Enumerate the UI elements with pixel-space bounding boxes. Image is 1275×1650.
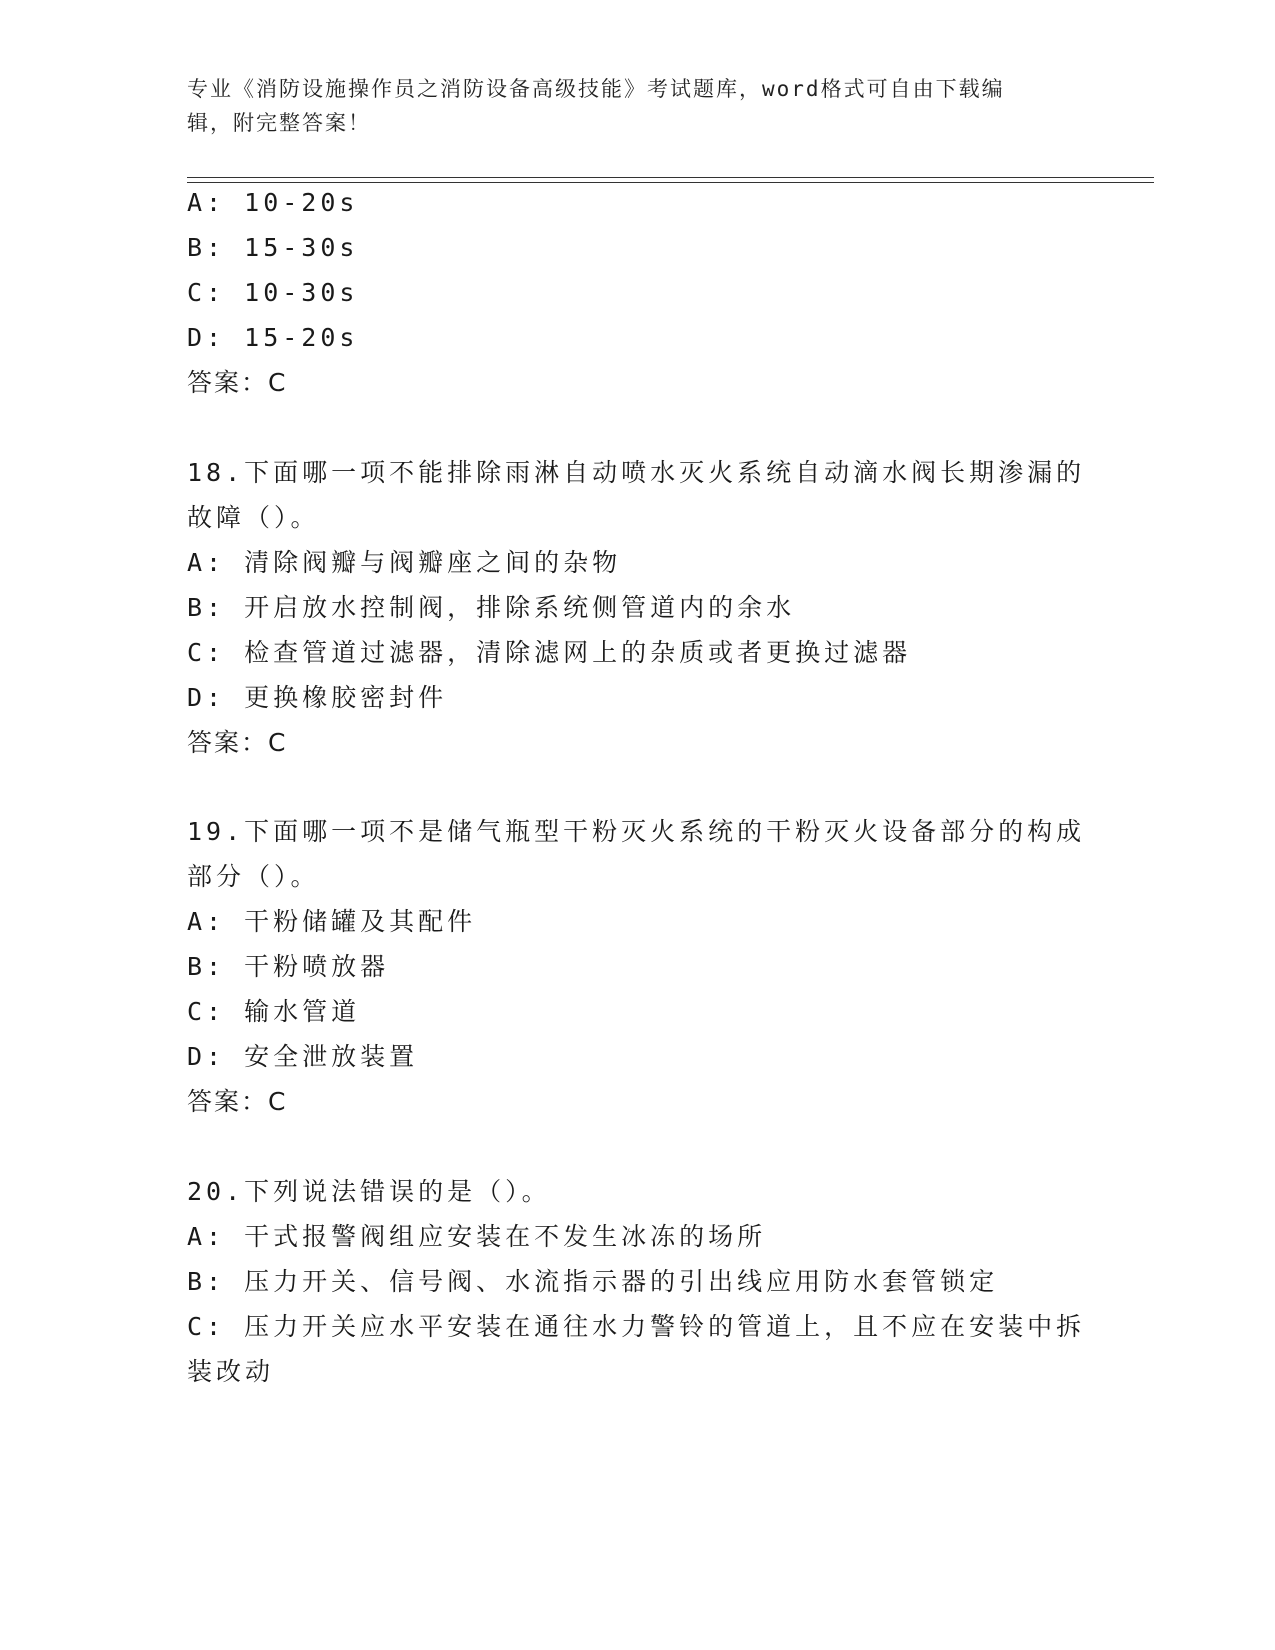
q17-option-b: B: 15-30s — [187, 233, 359, 262]
q18-option-a: A: 清除阀瓣与阀瓣座之间的杂物 — [187, 548, 622, 577]
q19-option-c: C: 输水管道 — [187, 997, 361, 1026]
q18-option-b: B: 开启放水控制阀，排除系统侧管道内的余水 — [187, 593, 796, 622]
q19-option-b: B: 干粉喷放器 — [187, 952, 390, 981]
q18-answer: 答案：C — [187, 728, 288, 757]
document-header — [187, 72, 1067, 140]
q20-stem: 20.下列说法错误的是（）。 — [187, 1177, 551, 1206]
header-divider-bottom — [187, 182, 1154, 183]
q20-option-c: C: 压力开关应水平安装在通往水力警铃的管道上，且不应在安装中拆 — [187, 1312, 1086, 1341]
q18-stem-line-1: 18.下面哪一项不能排除雨淋自动喷水灭火系统自动滴水阀长期渗漏的 — [187, 458, 1086, 487]
q17-option-c: C: 10-30s — [187, 278, 359, 307]
q17-option-d: D: 15-20s — [187, 323, 359, 352]
header-line-1: 专业《消防设施操作员之消防设备高级技能》考试题库，word格式可自由下载编 — [187, 77, 1005, 101]
header-line-2: 辑，附完整答案！ — [187, 111, 371, 135]
q18-option-c: C: 检查管道过滤器，清除滤网上的杂质或者更换过滤器 — [187, 638, 912, 667]
q20-option-b: B: 压力开关、信号阀、水流指示器的引出线应用防水套管锁定 — [187, 1267, 999, 1296]
q17-answer: 答案：C — [187, 368, 288, 397]
q19-option-a: A: 干粉储罐及其配件 — [187, 907, 477, 936]
q18-stem-line-2: 故障（）。 — [187, 503, 320, 532]
q20-option-c-continued: 装改动 — [187, 1357, 275, 1386]
q20-option-a: A: 干式报警阀组应安装在不发生冰冻的场所 — [187, 1222, 767, 1251]
header-divider-top — [187, 177, 1154, 178]
q19-stem-line-2: 部分（）。 — [187, 862, 320, 891]
q19-stem-line-1: 19.下面哪一项不是储气瓶型干粉灭火系统的干粉灭火设备部分的构成 — [187, 817, 1086, 846]
q19-answer: 答案：C — [187, 1087, 288, 1116]
q19-option-d: D: 安全泄放装置 — [187, 1042, 419, 1071]
q17-option-a: A: 10-20s — [187, 188, 359, 217]
q18-option-d: D: 更换橡胶密封件 — [187, 683, 448, 712]
